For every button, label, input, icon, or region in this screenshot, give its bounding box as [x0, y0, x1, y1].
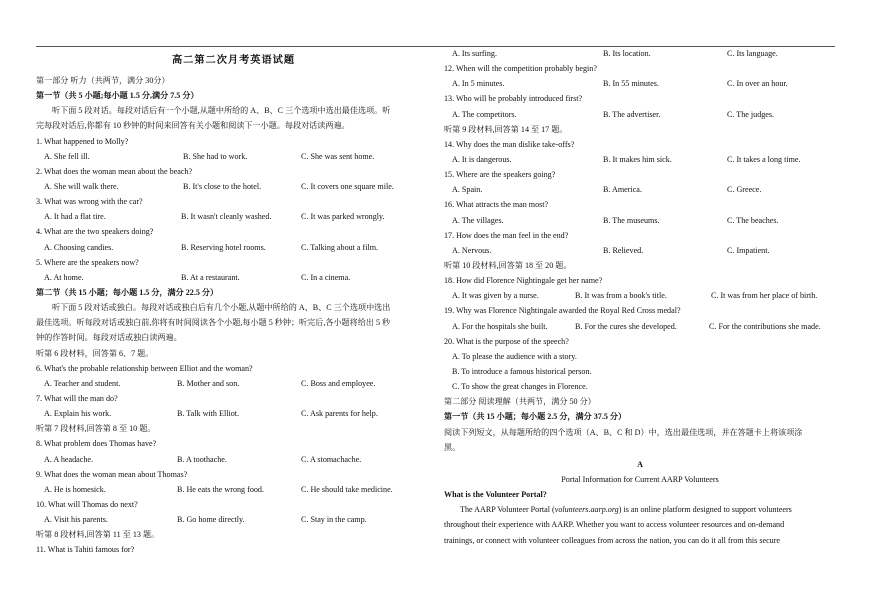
question-5-options	[36, 270, 431, 285]
option-a: A. The competitors.	[452, 109, 517, 119]
option-c: C. In over an hour.	[727, 79, 788, 89]
question-3-options	[36, 209, 431, 224]
option-b: B. Talk with Elliot.	[177, 409, 240, 419]
option-b: B. Relieved.	[603, 245, 644, 255]
passage-text-b: ) is an online platform designed to support volunteers	[618, 505, 792, 515]
question-11-options	[444, 46, 836, 61]
option-b: B. The museums.	[603, 215, 660, 225]
question-2: 2. What does the woman mean about the beach?	[36, 166, 193, 176]
section1-instructions-line1: 听下面 5 段对话。每段对话后有一个小题,从题中所给的 A、B、C 三个选项中选出最佳选项。听	[52, 106, 391, 116]
passage-line1	[444, 502, 836, 517]
question-8: 8. What problem does Thomas have?	[36, 439, 157, 449]
option-a: A. For the hospitals she built.	[452, 321, 548, 331]
question-15: 15. Where are the speakers going?	[444, 170, 556, 180]
option-b: B. It makes him sick.	[603, 154, 672, 164]
option-a: A. Spain.	[452, 185, 483, 195]
question-18: 18. How did Florence Nightingale get her name?	[444, 276, 603, 286]
question-19-options	[444, 319, 836, 334]
option-a: A. She will walk there.	[44, 181, 119, 191]
option-c: C. Impatient.	[727, 245, 770, 255]
material-7-label: 听第 7 段材料,回答第 8 至 10 题。	[36, 424, 156, 434]
section1-heading: 第一节（共 5 小题;每小题 1.5 分,满分 7.5 分）	[36, 91, 199, 101]
question-20: 20. What is the purpose of the speech?	[444, 336, 569, 346]
material-9-label: 听第 9 段材料,回答第 14 至 17 题。	[444, 124, 568, 134]
question-11: 11. What is Tahiti famous for?	[36, 545, 135, 555]
option-a: A. Nervous.	[452, 245, 492, 255]
option-b: B. The advertiser.	[603, 109, 661, 119]
passage-line3: trainings, or connect with volunteer colleagues from across the nation, you can do it all from this secure	[444, 535, 781, 545]
option-a: A. At home.	[44, 272, 84, 282]
section2-instructions-line2: 最佳选项。听每段对话或独白前,你将有时间阅读各个小题,每小题 5 秒钟；听完后,各小题将给出 5 秒	[36, 318, 391, 328]
material-6-label: 听第 6 段材料，回答第 6、7 题。	[36, 348, 154, 358]
option-a: A. It had a flat tire.	[44, 212, 106, 222]
section2-heading: 第二节（共 15 小题；每小题 1.5 分，满分 22.5 分）	[36, 287, 219, 297]
question-6: 6. What's the probable relationship between Elliot and the woman?	[36, 363, 253, 373]
option-c: C. It takes a long time.	[727, 154, 801, 164]
option-b: B. It wasn't cleanly washed.	[181, 212, 272, 222]
part2-heading: 第二部分 阅读理解（共两节，满分 50 分）	[444, 397, 596, 407]
question-16: 16. What attracts the man most?	[444, 200, 549, 210]
question-9: 9. What does the woman mean about Thomas?	[36, 469, 188, 479]
question-13-options	[444, 107, 836, 122]
option-a: A. Choosing candies.	[44, 242, 114, 252]
option-b: B. Reserving hotel rooms.	[181, 242, 266, 252]
option-c: C. It was parked wrongly.	[301, 212, 385, 222]
question-18-options	[444, 288, 836, 303]
page-title: 高二第二次月考英语试题	[171, 55, 296, 66]
part2-section1-heading: 第一节（共 15 小题；每小题 2.5 分，满分 37.5 分）	[444, 412, 627, 422]
option-c: C. The beaches.	[727, 215, 779, 225]
question-4-options	[36, 240, 431, 255]
option-b: B. America.	[603, 185, 642, 195]
passage-text-a: The AARP Volunteer Portal (	[460, 505, 555, 515]
option-a: A. A headache.	[44, 454, 93, 464]
question-8-options	[36, 452, 431, 467]
part1-heading: 第一部分 听力（共两节，满分 30分）	[36, 76, 170, 85]
question-13: 13. Who will be probably introduced first?	[444, 94, 583, 104]
option-a: A. Teacher and student.	[44, 378, 121, 388]
question-5: 5. Where are the speakers now?	[36, 257, 139, 267]
option-a: A. Its surfing.	[452, 49, 497, 58]
question-12-options	[444, 76, 836, 91]
option-a: A. The villages.	[452, 215, 504, 225]
question-16-options	[444, 213, 836, 228]
option-c: C. In a cinema.	[301, 272, 351, 282]
option-b: B. She had to work.	[183, 151, 248, 161]
question-4: 4. What are the two speakers doing?	[36, 227, 154, 237]
question-7-options	[36, 406, 431, 421]
option-c: C. It was from her place of birth.	[711, 291, 818, 301]
question-6-options	[36, 376, 431, 391]
right-column	[444, 46, 836, 548]
option-c: C. Its language.	[727, 49, 778, 58]
part2-instructions-line2: 黑。	[444, 442, 461, 452]
option-a: A. It is dangerous.	[452, 154, 512, 164]
question-9-options	[36, 482, 431, 497]
material-8-label: 听第 8 段材料,回答第 11 至 13 题。	[36, 530, 160, 540]
option-a: A. Explain his work.	[44, 409, 112, 419]
option-c: C. Boss and employee.	[301, 378, 376, 388]
option-b: B. He eats the wrong food.	[177, 484, 264, 494]
option-b: B. At a restaurant.	[181, 272, 240, 282]
option-b: B. It was from a book's title.	[575, 291, 667, 301]
option-b: B. In 55 minutes.	[603, 79, 659, 89]
option-a: A. Visit his parents.	[44, 515, 108, 525]
question-1-options	[36, 149, 431, 164]
left-column	[36, 46, 431, 558]
option-c: C. Talking about a film.	[301, 242, 379, 252]
question-1: 1. What happened to Molly?	[36, 136, 129, 146]
option-b: B. Go home directly.	[177, 515, 245, 525]
option-b: B. Its location.	[603, 49, 651, 58]
question-2-options	[36, 179, 431, 194]
option-b: B. A toothache.	[177, 454, 227, 464]
option-c: C. For the contributions she made.	[709, 321, 821, 331]
option-c: C. Ask parents for help.	[301, 409, 378, 419]
option-c: C. He should take medicine.	[301, 484, 393, 494]
question-7: 7. What will the man do?	[36, 393, 118, 403]
question-12: 12. When will the competition probably begin?	[444, 64, 597, 74]
option-a: A. He is homesick.	[44, 484, 106, 494]
passage-subheading: What is the Volunteer Portal?	[444, 490, 547, 500]
option-b: B. It's close to the hotel.	[183, 181, 262, 191]
option-c: C. She was sent home.	[301, 151, 375, 161]
question-10: 10. What will Thomas do next?	[36, 499, 138, 509]
material-10-label: 听第 10 段材料,回答第 18 至 20 题。	[444, 260, 572, 270]
question-14: 14. Why does the man dislike take-offs?	[444, 139, 575, 149]
option-b: B. For the cures she developed.	[575, 321, 677, 331]
option-c: C. It covers one square mile.	[301, 181, 394, 191]
option-c: C. Greece.	[727, 185, 762, 195]
passage-title: Portal Information for Current AARP Volunteers	[561, 474, 719, 484]
question-14-options	[444, 152, 836, 167]
section2-instructions-line1: 听下面 5 段对话或独白。每段对话或独白后有几个小题,从题中所给的 A、B、C 三个选项中选出	[52, 303, 391, 313]
question-20-option-a: A. To please the audience with a story.	[452, 351, 577, 361]
question-3: 3. What was wrong with the car?	[36, 197, 143, 207]
option-a: A. She fell ill.	[44, 151, 90, 161]
option-b: B. Mother and son.	[177, 378, 240, 388]
question-17: 17. How does the man feel in the end?	[444, 230, 569, 240]
question-15-options	[444, 182, 836, 197]
section1-instructions-line2: 完每段对话后,你都有 10 秒钟的时间来回答有关小题和阅读下一小题。每段对话读两遍。	[36, 121, 350, 131]
question-17-options	[444, 243, 836, 258]
question-20-option-b: B. To introduce a famous historical person.	[452, 366, 592, 376]
option-c: C. Stay in the camp.	[301, 515, 367, 525]
passage-url: volunteers.aarp.org	[554, 505, 619, 515]
part2-instructions-line1: 阅读下列短文，从每题所给的四个选项（A、B、C 和 D）中，选出最佳选项，并在答题卡上将该项涂	[444, 427, 803, 437]
option-a: A. It was given by a nurse.	[452, 291, 539, 301]
option-c: C. The judges.	[727, 109, 775, 119]
question-10-options	[36, 512, 431, 527]
option-c: C. A stomachache.	[301, 454, 362, 464]
question-19: 19. Why was Florence Nightingale awarded the Royal Red Cross medal?	[444, 306, 681, 316]
section2-instructions-line3: 钟的作答时间。每段对话或独白读两遍。	[36, 333, 182, 343]
passage-line2: throughout their experience with AARP. Whether you want to access volunteer resources and on-demand	[444, 520, 785, 530]
passage-letter: A	[637, 459, 643, 469]
question-20-option-c: C. To show the great changes in Florence.	[452, 382, 588, 392]
option-a: A. In 5 minutes.	[452, 79, 505, 89]
